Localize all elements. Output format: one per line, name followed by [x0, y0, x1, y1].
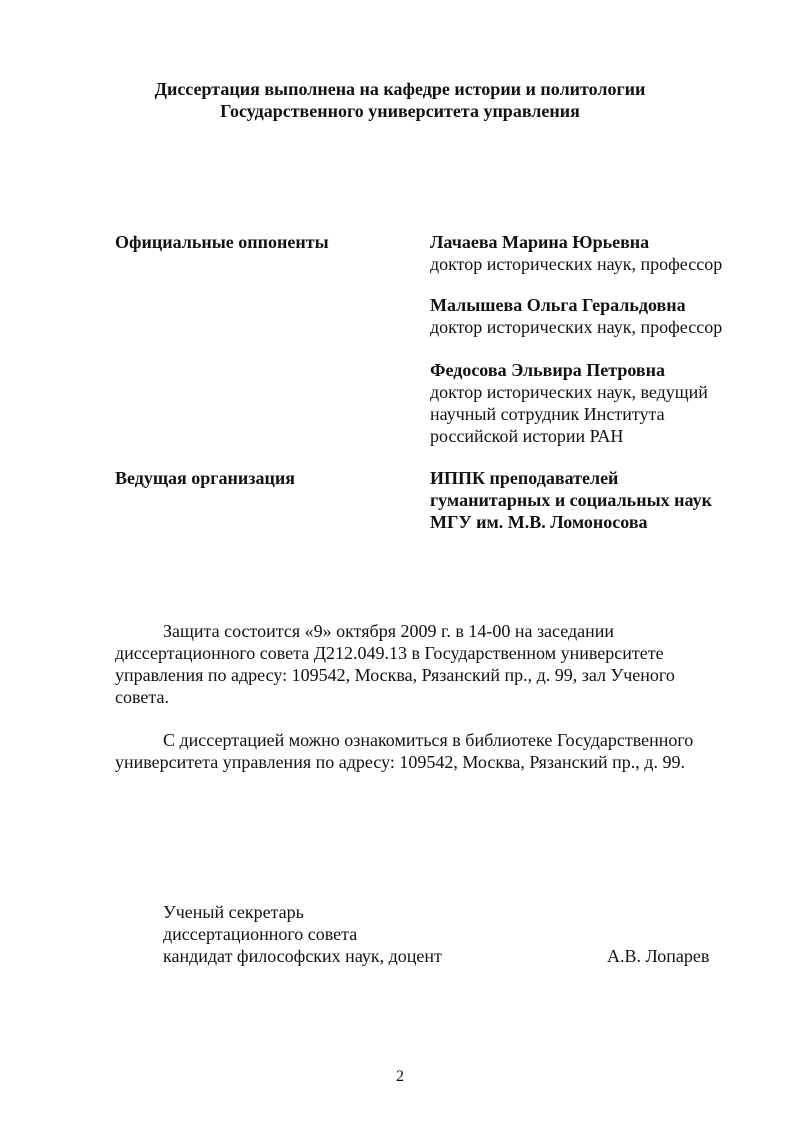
leading-org-label: Ведущая организация	[115, 468, 295, 488]
opponent-3-credentials-line-2: научный сотрудник Института	[430, 404, 665, 424]
library-paragraph	[115, 729, 715, 773]
library-line-1: С диссертацией можно ознакомиться в библиотеке Государственного	[163, 730, 694, 750]
defense-line-3: управления по адресу: 109542, Москва, Рязанский пр., д. 99, зал Ученого	[115, 665, 675, 685]
leading-org-line-2: гуманитарных и социальных наук	[430, 490, 712, 510]
opponent-1	[430, 231, 722, 275]
opponent-3-credentials-line-1: доктор исторических наук, ведущий	[430, 382, 708, 402]
defense-line-4: совета.	[115, 687, 169, 707]
page-number: 2	[396, 1068, 404, 1085]
opponent-3-name: Федосова Эльвира Петровна	[430, 360, 665, 380]
opponent-2-credentials: доктор исторических наук, профессор	[430, 317, 723, 337]
heading-line-2: Государственного университета управления	[220, 101, 580, 121]
defense-line-2: диссертационного совета Д212.049.13 в Государственном университете	[115, 643, 664, 663]
opponent-2-name: Малышева Ольга Геральдовна	[430, 295, 686, 315]
opponent-3-credentials-line-3: российской истории РАН	[430, 426, 624, 446]
dissertation-heading	[0, 78, 800, 122]
secretary-line-2: диссертационного совета	[163, 924, 358, 944]
opponent-1-name: Лачаева Марина Юрьевна	[430, 232, 650, 252]
opponents-label: Официальные оппоненты	[115, 232, 329, 252]
secretary-block	[163, 901, 442, 967]
opponent-1-credentials: доктор исторических наук, профессор	[430, 254, 723, 274]
defense-line-1: Защита состоится «9» октября 2009 г. в 14-00 на заседании	[163, 621, 615, 641]
secretary-name: А.В. Лопарев	[607, 946, 710, 966]
leading-org-line-1: ИППК преподавателей	[430, 468, 619, 488]
leading-org	[430, 467, 712, 533]
library-line-2: университета управления по адресу: 109542, Москва, Рязанский пр., д. 99.	[115, 752, 685, 772]
heading-line-1: Диссертация выполнена на кафедре истории и политологии	[154, 79, 646, 99]
secretary-line-1: Ученый секретарь	[163, 902, 304, 922]
opponent-2	[430, 294, 722, 338]
opponent-3	[430, 359, 708, 447]
secretary-line-3: кандидат философских наук, доцент	[163, 946, 442, 966]
leading-org-line-3: МГУ им. М.В. Ломоносова	[430, 512, 648, 532]
defense-paragraph	[115, 620, 715, 708]
